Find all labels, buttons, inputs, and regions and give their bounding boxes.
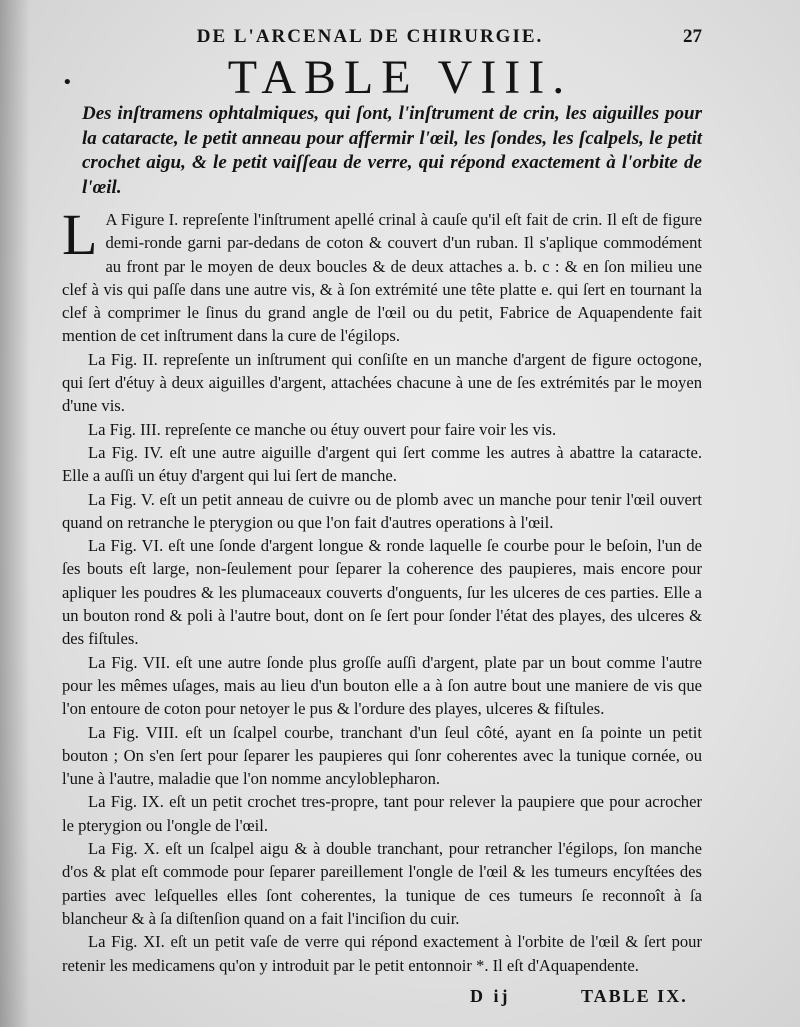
margin-mark-icon: •	[62, 72, 73, 93]
page-number: 27	[683, 26, 702, 47]
paragraph-figure-11: La Fig. XI. eſt un petit vaſe de verre qui répond exactement à l'orbite de l'œil & ſert pour retenir les medicamens qu'on y introduit par le petit entonnoir *. Il eſt d'Aquapendente.	[62, 932, 702, 975]
paragraph-figure-2: La Fig. II. repreſente un inſtrument qui conſiſte en un manche d'argent de figure octogone, qui ſert d'étuy à deux aiguilles d'argent, attachées chacune à une de ſes extrémités par le moyen d'une vis.	[62, 349, 702, 416]
paragraph-figure-6: La Fig. VI. eſt une ſonde d'argent longue & ronde laquelle ſe courbe pour le beſoin, l'un de ſes bouts eſt large, non-ſeulement pour ſeparer la coherence des paupieres, mais encore pour apliquer les poudres & les plumaceaux couverts d'onguents, ſur les ulceres de ces parties. Elle a un bouton rond & poli à l'autre bout, dont on ſe ſert pour ſonder l'état des playes, des ulceres & des fiſtules.	[62, 536, 702, 649]
drop-cap: L	[62, 202, 98, 267]
paragraph-figure-7: La Fig. VII. eſt une autre ſonde plus groſſe auſſi d'argent, plate par un bout comme l'autre pour les mêmes uſages, mais au lieu d'un bouton elle a à ſon autre bout une maniere de vis que l'on entoure de coton pour netoyer le pus & l'ordure des playes, ulceres & fiſtules.	[62, 652, 702, 719]
page-edge-shadow	[0, 0, 30, 1027]
paragraph-figure-9: La Fig. IX. eſt un petit crochet tres-propre, tant pour relever la paupiere que pour acrocher le pterygion ou l'ongle de l'œil.	[62, 792, 702, 835]
paragraph-figure-8: La Fig. VIII. eſt un ſcalpel courbe, tranchant d'un ſeul côté, ayant en ſa pointe un petit bouton ; On s'en ſert pour ſeparer les paupieres qui ſonr coherentes avec la tunique cornée, ou l'une à l'autre, maladie que l'on nomme ancyloblepharon.	[62, 722, 702, 789]
table-title: TABLE VIII.	[227, 51, 573, 104]
paragraph-figure-5: La Fig. V. eſt un petit anneau de cuivre ou de plomb avec un manche pour tenir l'œil ouvert quand on retranche le pterygion ou que l'on fait d'autres operations à l'œil.	[62, 489, 702, 532]
paragraph-figure-10: La Fig. X. eſt un ſcalpel aigu & à double tranchant, pour retrancher l'égilops, ſon manche d'os & plat eſt commode pour ſeparer pareillement l'ongle de l'œil & les tumeurs encyſtées des parties avec leſquelles elles ſont coherentes, la tunique de ces tumeurs ſe reconnoît à ſa blancheur & à ſa diſtenſion quand on a fait l'inciſion du cuir.	[62, 839, 702, 928]
body-text	[62, 202, 702, 977]
running-head: DE L'ARCENAL DE CHIRURGIE.	[196, 26, 544, 47]
signature-mark: D ij	[470, 986, 511, 1006]
table-subtitle: Des inſtramens ophtalmiques, qui ſont, l'inſtrument de crin, les aiguilles pour la cataracte, le petit anneau pour affermir l'œil, les ſondes, les ſcalpels, le petit crochet aigu, & le petit vaiſſeau de verre, qui répond exactement à l'orbite de l'œil.	[82, 103, 702, 198]
paragraph-figure-4: La Fig. IV. eſt une autre aiguille d'argent qui ſert comme les autres à abattre la cataracte. Elle a auſſi un étuy d'argent qui lui ſert de manche.	[62, 442, 702, 486]
catchword: TABLE IX.	[581, 986, 688, 1006]
paragraph-figure-1: L A Figure I. repreſente l'inſtrument apellé crinal à cauſe qu'il eſt fait de crin. Il eſt de figure demi-ronde garni par-dedans de coton & couvert d'un ruban. Il s'aplique commodément au front par le moyen de deux boucles & de deux attaches a. b. c : & en ſon milieu une clef à vis qui paſſe dans une autre vis, & à ſon extrémité une tête platte e. qui ſert en tournant la clef à comprimer le ſinus du grand angle de l'œil ou du petit, Fabrice de Aquapendente fait mention de cet inſtrument dans la cure de l'égilops.	[62, 202, 702, 346]
paragraph-figure-3: La Fig. III. repreſente ce manche ou étuy ouvert pour faire voir les vis.	[88, 419, 557, 439]
page-footer	[470, 986, 710, 1007]
